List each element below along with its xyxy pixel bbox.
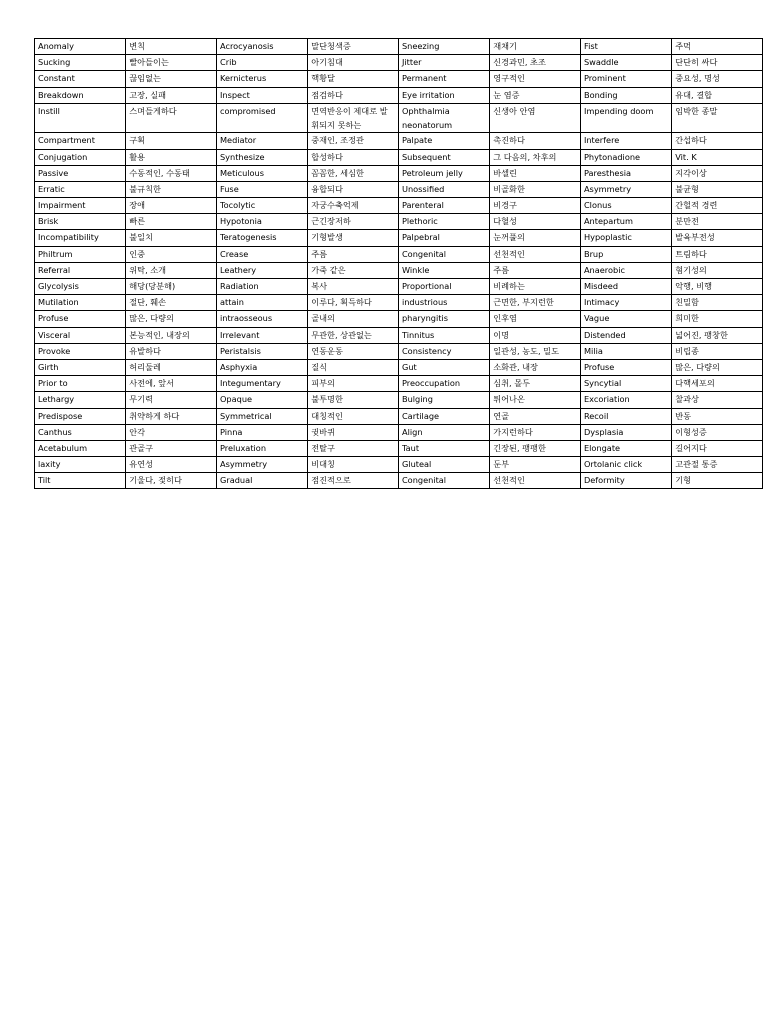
english-term-cell: Preluxation [216,440,307,456]
english-term-cell: Acrocyanosis [216,39,307,55]
english-term-cell: Palpebral [398,230,489,246]
table-row [35,198,763,214]
table-row [35,457,763,473]
english-term-cell: Meticulous [216,165,307,181]
english-term-cell: Asymmetry [216,457,307,473]
english-term-cell: Visceral [35,327,126,343]
korean-meaning-cell: 피부의 [308,376,399,392]
table-row [35,181,763,197]
english-term-cell: Incompatibility [35,230,126,246]
table-row [35,246,763,262]
korean-meaning-cell: 끊임없는 [126,71,217,87]
english-term-cell: Synthesize [216,149,307,165]
korean-meaning-cell: 신생아 안염 [490,103,581,133]
table-row [35,133,763,149]
english-term-cell: Distended [580,327,671,343]
english-term-cell: Asymmetry [580,181,671,197]
table-row [35,262,763,278]
korean-meaning-cell: 수동적인, 수동태 [126,165,217,181]
table-row [35,392,763,408]
english-term-cell: Proportional [398,279,489,295]
english-term-cell: Deformity [580,473,671,489]
korean-meaning-cell: 간헐적 경련 [672,198,763,214]
english-term-cell: Impairment [35,198,126,214]
english-term-cell: compromised [216,103,307,133]
english-term-cell: Breakdown [35,87,126,103]
english-term-cell: Subsequent [398,149,489,165]
english-term-cell: Intimacy [580,295,671,311]
english-term-cell: Impending doom [580,103,671,133]
english-term-cell: Eye irritation [398,87,489,103]
english-term-cell: Clonus [580,198,671,214]
korean-meaning-cell: 스며들게하다 [126,103,217,133]
english-term-cell: Brup [580,246,671,262]
english-term-cell: Winkle [398,262,489,278]
korean-meaning-cell: 활용 [126,149,217,165]
korean-meaning-cell: 분만전 [672,214,763,230]
korean-meaning-cell: 비립종 [672,343,763,359]
korean-meaning-cell: 중요성, 명성 [672,71,763,87]
table-row [35,440,763,456]
korean-meaning-cell: 다혈성 [490,214,581,230]
english-term-cell: intraosseous [216,311,307,327]
korean-meaning-cell: 넓어진, 팽창한 [672,327,763,343]
table-row [35,279,763,295]
korean-meaning-cell: 융합되다 [308,181,399,197]
english-term-cell: Leathery [216,262,307,278]
english-term-cell: Anomaly [35,39,126,55]
english-term-cell: Parenteral [398,198,489,214]
korean-meaning-cell: 장애 [126,198,217,214]
korean-meaning-cell: 비대칭 [308,457,399,473]
korean-meaning-cell: 면역반응이 제대로 발휘되지 못하는 [308,103,399,133]
korean-meaning-cell: 자궁수축억제 [308,198,399,214]
korean-meaning-cell: 기형 [672,473,763,489]
korean-meaning-cell: 튀어나온 [490,392,581,408]
korean-meaning-cell: 귓바퀴 [308,424,399,440]
korean-meaning-cell: 많은, 다량의 [126,311,217,327]
table-row [35,424,763,440]
english-term-cell: Hypotonia [216,214,307,230]
english-term-cell: Inspect [216,87,307,103]
english-term-cell: Radiation [216,279,307,295]
english-term-cell: Girth [35,359,126,375]
korean-meaning-cell: 임박한 종말 [672,103,763,133]
english-term-cell: Glycolysis [35,279,126,295]
english-term-cell: Consistency [398,343,489,359]
english-term-cell: Palpate [398,133,489,149]
korean-meaning-cell: 변칙 [126,39,217,55]
korean-meaning-cell: 유연성 [126,457,217,473]
korean-meaning-cell: 골내의 [308,311,399,327]
english-term-cell: Mediator [216,133,307,149]
english-term-cell: Erratic [35,181,126,197]
korean-meaning-cell: 인중 [126,246,217,262]
english-term-cell: attain [216,295,307,311]
korean-meaning-cell: 허리둘레 [126,359,217,375]
english-term-cell: Predispose [35,408,126,424]
korean-meaning-cell: 심취, 몰두 [490,376,581,392]
english-term-cell: Paresthesia [580,165,671,181]
english-term-cell: Unossified [398,181,489,197]
korean-meaning-cell: 일관성, 농도, 밀도 [490,343,581,359]
english-term-cell: Sucking [35,55,126,71]
english-term-cell: Sneezing [398,39,489,55]
korean-meaning-cell: 고관절 통증 [672,457,763,473]
korean-meaning-cell: 말단청색증 [308,39,399,55]
english-term-cell: Opaque [216,392,307,408]
korean-meaning-cell: 비경구 [490,198,581,214]
english-term-cell: Philtrum [35,246,126,262]
korean-meaning-cell: 불균형 [672,181,763,197]
table-row [35,87,763,103]
korean-meaning-cell: 연동운동 [308,343,399,359]
korean-meaning-cell: 유대, 결합 [672,87,763,103]
english-term-cell: Tilt [35,473,126,489]
korean-meaning-cell: 빨아들이는 [126,55,217,71]
korean-meaning-cell: 가죽 같은 [308,262,399,278]
korean-meaning-cell: 복사 [308,279,399,295]
korean-meaning-cell: 사전에, 앞서 [126,376,217,392]
korean-meaning-cell: 불투명한 [308,392,399,408]
english-term-cell: Gradual [216,473,307,489]
table-row [35,376,763,392]
english-term-cell: Plethoric [398,214,489,230]
english-term-cell: Prominent [580,71,671,87]
korean-meaning-cell: 선천적인 [490,246,581,262]
english-term-cell: Asphyxia [216,359,307,375]
english-term-cell: Petroleum jelly [398,165,489,181]
english-term-cell: Tinnitus [398,327,489,343]
english-term-cell: Ortolanic click [580,457,671,473]
korean-meaning-cell: 많은, 다량의 [672,359,763,375]
english-term-cell: Prior to [35,376,126,392]
english-term-cell: Preoccupation [398,376,489,392]
korean-meaning-cell: Vit. K [672,149,763,165]
english-term-cell: Permanent [398,71,489,87]
korean-meaning-cell: 재채기 [490,39,581,55]
korean-meaning-cell: 반동 [672,408,763,424]
english-term-cell: Instill [35,103,126,133]
korean-meaning-cell: 이루다, 획득하다 [308,295,399,311]
korean-meaning-cell: 연골 [490,408,581,424]
korean-meaning-cell: 중재인, 조정관 [308,133,399,149]
korean-meaning-cell: 선천적인 [490,473,581,489]
table-row [35,71,763,87]
korean-meaning-cell: 발육부전성 [672,230,763,246]
korean-meaning-cell: 눈 염증 [490,87,581,103]
korean-meaning-cell: 점검하다 [308,87,399,103]
english-term-cell: Ophthalmia neonatorum [398,103,489,133]
english-term-cell: Irrelevant [216,327,307,343]
korean-meaning-cell: 긴장된, 팽팽한 [490,440,581,456]
english-term-cell: Gluteal [398,457,489,473]
english-term-cell: Excoriation [580,392,671,408]
korean-meaning-cell: 질식 [308,359,399,375]
english-term-cell: Milia [580,343,671,359]
korean-meaning-cell: 불일치 [126,230,217,246]
english-term-cell: Elongate [580,440,671,456]
korean-meaning-cell: 대칭적인 [308,408,399,424]
korean-meaning-cell: 희미한 [672,311,763,327]
korean-meaning-cell: 점진적으로 [308,473,399,489]
english-term-cell: Phytonadione [580,149,671,165]
table-row [35,295,763,311]
korean-meaning-cell: 그 다음의, 차후의 [490,149,581,165]
english-term-cell: Vague [580,311,671,327]
korean-meaning-cell: 기형발생 [308,230,399,246]
korean-meaning-cell: 무관한, 상관없는 [308,327,399,343]
english-term-cell: Syncytial [580,376,671,392]
table-row [35,359,763,375]
english-term-cell: Jitter [398,55,489,71]
korean-meaning-cell: 지각이상 [672,165,763,181]
korean-meaning-cell: 본능적인, 내장의 [126,327,217,343]
korean-meaning-cell: 악행, 비행 [672,279,763,295]
english-term-cell: Fist [580,39,671,55]
korean-meaning-cell: 근면한, 부지런한 [490,295,581,311]
korean-meaning-cell: 유발하다 [126,343,217,359]
korean-meaning-cell: 바셀린 [490,165,581,181]
table-row [35,214,763,230]
english-term-cell: Dysplasia [580,424,671,440]
korean-meaning-cell: 전탈구 [308,440,399,456]
english-term-cell: Profuse [35,311,126,327]
english-term-cell: Anaerobic [580,262,671,278]
vocabulary-table [34,38,763,489]
korean-meaning-cell: 아기침대 [308,55,399,71]
english-term-cell: Swaddle [580,55,671,71]
english-term-cell: Teratogenesis [216,230,307,246]
korean-meaning-cell: 찰과상 [672,392,763,408]
english-term-cell: Brisk [35,214,126,230]
korean-meaning-cell: 눈꺼풀의 [490,230,581,246]
english-term-cell: Taut [398,440,489,456]
korean-meaning-cell: 간섭하다 [672,133,763,149]
english-term-cell: Crease [216,246,307,262]
english-term-cell: Integumentary [216,376,307,392]
english-term-cell: industrious [398,295,489,311]
english-term-cell: Conjugation [35,149,126,165]
korean-meaning-cell: 소화관, 내장 [490,359,581,375]
english-term-cell: Gut [398,359,489,375]
korean-meaning-cell: 취약하게 하다 [126,408,217,424]
english-term-cell: Align [398,424,489,440]
table-row [35,230,763,246]
korean-meaning-cell: 혐기성의 [672,262,763,278]
korean-meaning-cell: 절단, 훼손 [126,295,217,311]
table-row [35,311,763,327]
korean-meaning-cell: 꼼꼼한, 세심한 [308,165,399,181]
english-term-cell: Congenital [398,473,489,489]
table-row [35,149,763,165]
table-row [35,327,763,343]
english-term-cell: Pinna [216,424,307,440]
table-row [35,408,763,424]
korean-meaning-cell: 불규칙한 [126,181,217,197]
english-term-cell: Cartilage [398,408,489,424]
korean-meaning-cell: 관골구 [126,440,217,456]
english-term-cell: Interfere [580,133,671,149]
korean-meaning-cell: 다핵세포의 [672,376,763,392]
vocabulary-table-body [35,39,763,489]
english-term-cell: Acetabulum [35,440,126,456]
english-term-cell: laxity [35,457,126,473]
english-term-cell: Bonding [580,87,671,103]
korean-meaning-cell: 단단히 싸다 [672,55,763,71]
english-term-cell: Kernicterus [216,71,307,87]
korean-meaning-cell: 가지런하다 [490,424,581,440]
korean-meaning-cell: 주름 [308,246,399,262]
korean-meaning-cell: 길어지다 [672,440,763,456]
english-term-cell: pharyngitis [398,311,489,327]
english-term-cell: Recoil [580,408,671,424]
korean-meaning-cell: 핵황달 [308,71,399,87]
korean-meaning-cell: 고장, 실패 [126,87,217,103]
korean-meaning-cell: 비례하는 [490,279,581,295]
table-row [35,343,763,359]
korean-meaning-cell: 비골화한 [490,181,581,197]
korean-meaning-cell: 빠른 [126,214,217,230]
korean-meaning-cell: 둔부 [490,457,581,473]
korean-meaning-cell: 합성하다 [308,149,399,165]
english-term-cell: Canthus [35,424,126,440]
english-term-cell: Congenital [398,246,489,262]
english-term-cell: Bulging [398,392,489,408]
korean-meaning-cell: 인후염 [490,311,581,327]
english-term-cell: Profuse [580,359,671,375]
korean-meaning-cell: 주먹 [672,39,763,55]
korean-meaning-cell: 기울다, 젖히다 [126,473,217,489]
table-row [35,55,763,71]
table-row [35,473,763,489]
english-term-cell: Referral [35,262,126,278]
korean-meaning-cell: 주름 [490,262,581,278]
english-term-cell: Misdeed [580,279,671,295]
english-term-cell: Hypoplastic [580,230,671,246]
korean-meaning-cell: 안각 [126,424,217,440]
korean-meaning-cell: 근긴장저하 [308,214,399,230]
english-term-cell: Compartment [35,133,126,149]
english-term-cell: Constant [35,71,126,87]
korean-meaning-cell: 촉진하다 [490,133,581,149]
table-row [35,39,763,55]
korean-meaning-cell: 이형성증 [672,424,763,440]
english-term-cell: Tocolytic [216,198,307,214]
korean-meaning-cell: 구획 [126,133,217,149]
english-term-cell: Antepartum [580,214,671,230]
english-term-cell: Passive [35,165,126,181]
english-term-cell: Peristalsis [216,343,307,359]
english-term-cell: Mutilation [35,295,126,311]
korean-meaning-cell: 해당(당분해) [126,279,217,295]
korean-meaning-cell: 신경과민, 초조 [490,55,581,71]
english-term-cell: Lethargy [35,392,126,408]
korean-meaning-cell: 무기력 [126,392,217,408]
table-row [35,165,763,181]
english-term-cell: Fuse [216,181,307,197]
korean-meaning-cell: 친밀함 [672,295,763,311]
english-term-cell: Symmetrical [216,408,307,424]
english-term-cell: Crib [216,55,307,71]
korean-meaning-cell: 트림하다 [672,246,763,262]
english-term-cell: Provoke [35,343,126,359]
table-row [35,103,763,133]
korean-meaning-cell: 이명 [490,327,581,343]
korean-meaning-cell: 영구적인 [490,71,581,87]
korean-meaning-cell: 위탁, 소개 [126,262,217,278]
